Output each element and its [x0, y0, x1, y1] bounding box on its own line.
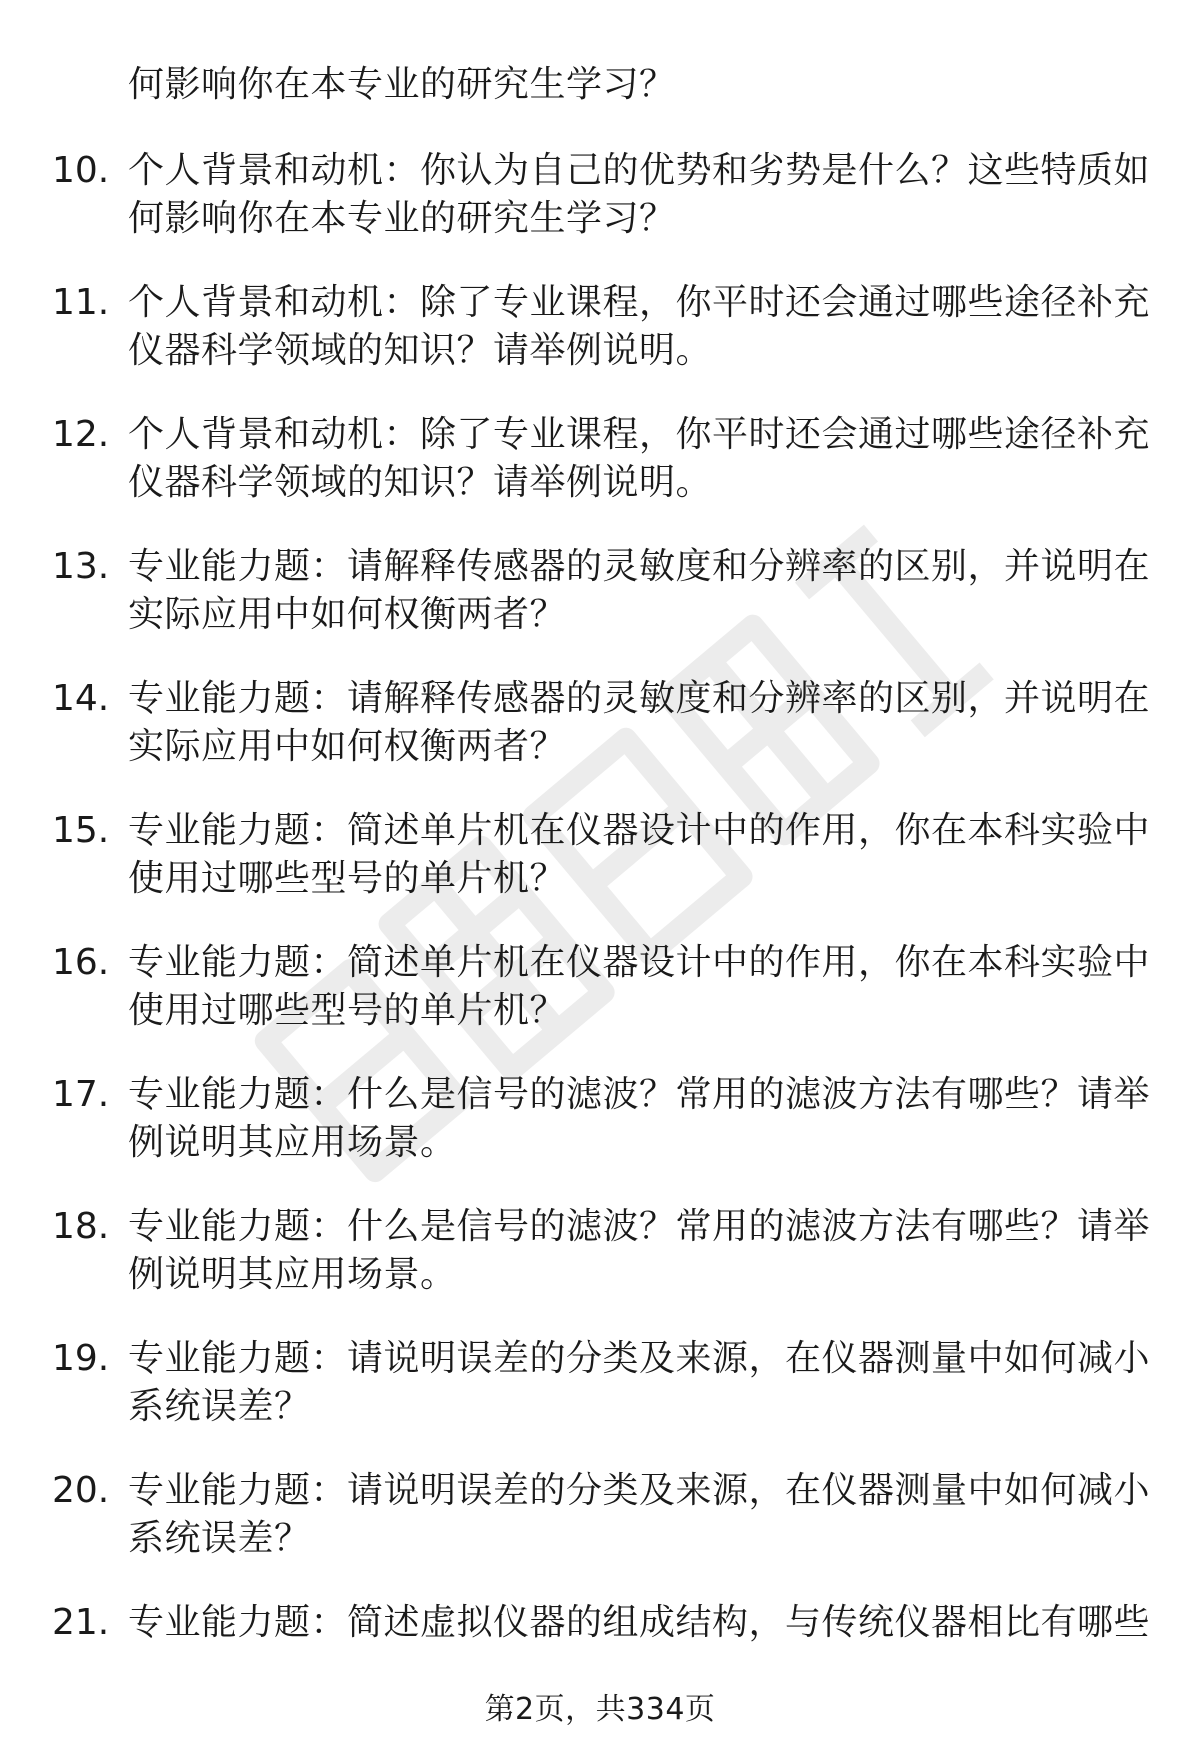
item-text-line-1: 个人背景和动机：你认为自己的优势和劣势是什么？这些特质如 [128, 150, 1151, 191]
item-number: 12. [52, 414, 110, 455]
item-number: 19. [52, 1338, 110, 1379]
item-text-line-2: 系统误差？ [128, 1518, 311, 1559]
item-text-line-2: 仪器科学领域的知识？请举例说明。 [128, 462, 713, 503]
list-item [0, 940, 1200, 1072]
list-item [0, 544, 1200, 676]
item-number: 14. [52, 678, 110, 719]
item-text-line-1: 专业能力题：什么是信号的滤波？常用的滤波方法有哪些？请举 [128, 1074, 1151, 1115]
item-text-line-2: 例说明其应用场景。 [128, 1122, 457, 1163]
list-item [0, 676, 1200, 808]
item-text-line-1: 个人背景和动机：除了专业课程，你平时还会通过哪些途径补充 [128, 282, 1151, 323]
item-text-line-1: 个人背景和动机：除了专业课程，你平时还会通过哪些途径补充 [128, 414, 1151, 455]
item-text-line-1: 专业能力题：简述单片机在仪器设计中的作用，你在本科实验中 [128, 810, 1151, 851]
list-item [0, 1204, 1200, 1336]
list-item [0, 412, 1200, 544]
list-item [0, 1336, 1200, 1468]
item-number: 16. [52, 942, 110, 983]
item-text-line-2: 仪器科学领域的知识？请举例说明。 [128, 330, 713, 371]
item-text-line-2: 实际应用中如何权衡两者？ [128, 726, 567, 767]
item-text-line-2: 何影响你在本专业的研究生学习？ [128, 198, 676, 239]
question-list [0, 148, 1200, 1732]
item-text-line-1: 专业能力题：简述单片机在仪器设计中的作用，你在本科实验中 [128, 942, 1151, 983]
item-text-line-1: 专业能力题：简述虚拟仪器的组成结构，与传统仪器相比有哪些 [128, 1602, 1151, 1643]
item-text-line-1: 专业能力题：请说明误差的分类及来源，在仪器测量中如何减小 [128, 1470, 1151, 1511]
item-text-line-2: 例说明其应用场景。 [128, 1254, 457, 1295]
page-footer: 第2页，共334页 [484, 1692, 716, 1727]
item-text-line-2: 使用过哪些型号的单片机？ [128, 990, 567, 1031]
item-number: 10. [52, 150, 110, 191]
list-item [0, 148, 1200, 280]
item-number: 18. [52, 1206, 110, 1247]
item-text-line-1: 专业能力题：请解释传感器的灵敏度和分辨率的区别，并说明在 [128, 678, 1151, 719]
item-number: 21. [52, 1602, 110, 1643]
item-number: 17. [52, 1074, 110, 1115]
list-item [0, 1468, 1200, 1600]
continuation-text: 何影响你在本专业的研究生学习？ [128, 64, 676, 105]
item-number: 13. [52, 546, 110, 587]
item-text-line-1: 专业能力题：请说明误差的分类及来源，在仪器测量中如何减小 [128, 1338, 1151, 1379]
list-item [0, 1072, 1200, 1204]
list-item [0, 280, 1200, 412]
item-number: 15. [52, 810, 110, 851]
item-text-line-1: 专业能力题：请解释传感器的灵敏度和分辨率的区别，并说明在 [128, 546, 1151, 587]
item-text-line-2: 实际应用中如何权衡两者？ [128, 594, 567, 635]
item-text-line-1: 专业能力题：什么是信号的滤波？常用的滤波方法有哪些？请举 [128, 1206, 1151, 1247]
item-text-line-2: 系统误差？ [128, 1386, 311, 1427]
item-text-line-2: 使用过哪些型号的单片机？ [128, 858, 567, 899]
item-number: 20. [52, 1470, 110, 1511]
list-item [0, 808, 1200, 940]
item-number: 11. [52, 282, 110, 323]
